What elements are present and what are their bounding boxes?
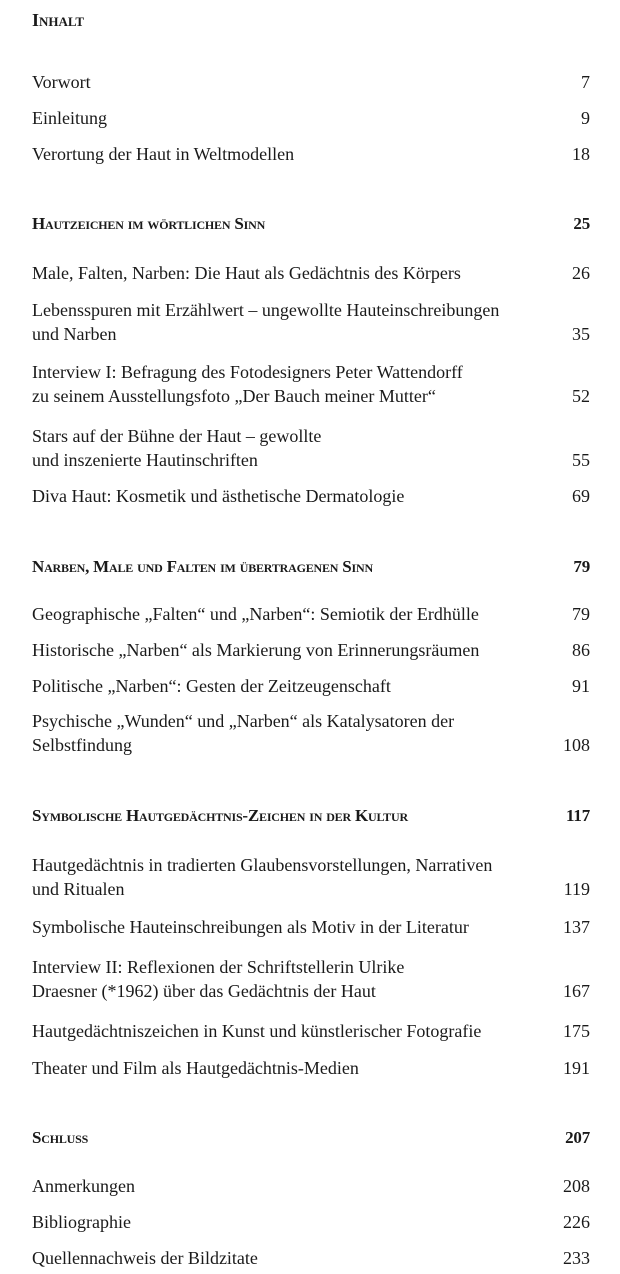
entry-title-line: Anmerkungen bbox=[32, 1176, 135, 1196]
page-number: 119 bbox=[563, 879, 590, 899]
entry-title-line: Einleitung bbox=[32, 108, 107, 128]
toc-entry bbox=[32, 853, 590, 901]
entry-title bbox=[32, 1126, 552, 1150]
page-number: 208 bbox=[563, 1176, 590, 1196]
section-heading bbox=[32, 1126, 590, 1150]
toc-entry bbox=[32, 1174, 590, 1198]
entry-title bbox=[32, 638, 532, 662]
entry-title bbox=[32, 1246, 532, 1270]
entry-title bbox=[32, 484, 532, 508]
entry-title-line: Interview II: Reflexionen der Schriftstellerin Ulrike bbox=[32, 957, 405, 977]
section-heading bbox=[32, 804, 590, 828]
entry-title-line: Geographische „Falten“ und „Narben“: Semiotik der Erdhülle bbox=[32, 604, 479, 624]
section-heading bbox=[32, 212, 590, 236]
page-number: 108 bbox=[563, 735, 590, 755]
toc-entry bbox=[32, 261, 590, 285]
entry-title bbox=[32, 853, 532, 901]
entry-title bbox=[32, 212, 552, 236]
toc-entry bbox=[32, 1210, 590, 1234]
toc-entry bbox=[32, 602, 590, 626]
entry-title bbox=[32, 709, 532, 757]
entry-title-line: Vorwort bbox=[32, 72, 91, 92]
entry-title-line: zu seinem Ausstellungsfoto „Der Bauch meiner Mutter“ bbox=[32, 386, 436, 406]
toc-entry bbox=[32, 674, 590, 698]
page-number: 175 bbox=[563, 1021, 590, 1041]
entry-title-line: Schluss bbox=[32, 1128, 89, 1147]
entry-title-line: Hautgedächtnis in tradierten Glaubensvorstellungen, Narrativen bbox=[32, 855, 493, 875]
entry-title-line: Hautgedächtniszeichen in Kunst und künstlerischer Fotografie bbox=[32, 1021, 482, 1041]
toc-entry bbox=[32, 955, 590, 1003]
entry-title bbox=[32, 70, 532, 94]
toc-entry bbox=[32, 1056, 590, 1080]
entry-title-line: und Ritualen bbox=[32, 879, 125, 899]
entry-title-line: Historische „Narben“ als Markierung von Erinnerungsräumen bbox=[32, 640, 480, 660]
entry-title-line: Bibliographie bbox=[32, 1212, 131, 1232]
entry-title-line: Psychische „Wunden“ und „Narben“ als Katalysatoren der bbox=[32, 711, 455, 731]
entry-title-line: Hautzeichen im wörtlichen Sinn bbox=[32, 214, 266, 233]
page-number: 26 bbox=[572, 263, 590, 283]
entry-title-line: Diva Haut: Kosmetik und ästhetische Dermatologie bbox=[32, 486, 405, 506]
toc-entry bbox=[32, 298, 590, 346]
entry-title-line: Draesner (*1962) über das Gedächtnis der Haut bbox=[32, 981, 376, 1001]
page-number: 79 bbox=[573, 557, 590, 576]
entry-title bbox=[32, 1210, 532, 1234]
entry-title bbox=[32, 1019, 532, 1043]
entry-title bbox=[32, 804, 552, 828]
entry-title bbox=[32, 555, 552, 579]
entry-title bbox=[32, 142, 532, 166]
section-heading bbox=[32, 555, 590, 579]
entry-title bbox=[32, 1056, 532, 1080]
entry-title bbox=[32, 1174, 532, 1198]
entry-title bbox=[32, 915, 532, 939]
toc-entry bbox=[32, 1246, 590, 1270]
entry-title-line: Male, Falten, Narben: Die Haut als Gedächtnis des Körpers bbox=[32, 263, 461, 283]
entry-title-line: Selbstfindung bbox=[32, 735, 133, 755]
entry-title-line: Theater und Film als Hautgedächtnis-Medien bbox=[32, 1058, 359, 1078]
toc-entry bbox=[32, 106, 590, 130]
page-number: 52 bbox=[572, 386, 590, 406]
page-number: 167 bbox=[563, 981, 590, 1001]
entry-title-line: Stars auf der Bühne der Haut – gewollte bbox=[32, 426, 322, 446]
entry-title bbox=[32, 298, 532, 346]
toc-entry bbox=[32, 360, 590, 408]
page-number: 79 bbox=[572, 604, 590, 624]
toc-entry bbox=[32, 142, 590, 166]
page-number: 69 bbox=[572, 486, 590, 506]
page-number: 55 bbox=[572, 450, 590, 470]
page-number: 25 bbox=[573, 214, 590, 233]
entry-title bbox=[32, 424, 532, 472]
toc-entry bbox=[32, 709, 590, 757]
entry-title-line: und Narben bbox=[32, 324, 117, 344]
toc-title: Inhalt bbox=[32, 10, 85, 30]
page-number: 207 bbox=[565, 1128, 590, 1147]
page-number: 7 bbox=[581, 72, 590, 92]
page-number: 35 bbox=[572, 324, 590, 344]
page-number: 137 bbox=[563, 917, 590, 937]
page-number: 18 bbox=[572, 144, 590, 164]
page-number: 91 bbox=[572, 676, 590, 696]
entry-title-line: Symbolische Hautgedächtnis-Zeichen in der Kultur bbox=[32, 806, 408, 825]
toc-entry bbox=[32, 70, 590, 94]
entry-title bbox=[32, 106, 532, 130]
entry-title bbox=[32, 955, 532, 1003]
entry-title-line: und inszenierte Hautinschriften bbox=[32, 450, 258, 470]
page-number: 86 bbox=[572, 640, 590, 660]
entry-title-line: Interview I: Befragung des Fotodesigners Peter Wattendorff bbox=[32, 362, 463, 382]
toc-entry bbox=[32, 915, 590, 939]
page-number: 233 bbox=[563, 1248, 590, 1268]
page-number: 191 bbox=[563, 1058, 590, 1078]
page-number: 9 bbox=[581, 108, 590, 128]
entry-title-line: Lebensspuren mit Erzählwert – ungewollte Hauteinschreibungen bbox=[32, 300, 500, 320]
toc-entry bbox=[32, 1019, 590, 1043]
page-number: 117 bbox=[566, 806, 590, 825]
entry-title-line: Verortung der Haut in Weltmodellen bbox=[32, 144, 295, 164]
entry-title bbox=[32, 602, 532, 626]
toc-entry bbox=[32, 424, 590, 472]
entry-title-line: Politische „Narben“: Gesten der Zeitzeugenschaft bbox=[32, 676, 391, 696]
entry-title-line: Quellennachweis der Bildzitate bbox=[32, 1248, 258, 1268]
entry-title-line: Symbolische Hauteinschreibungen als Motiv in der Literatur bbox=[32, 917, 469, 937]
entry-title-line: Narben, Male und Falten im übertragenen Sinn bbox=[32, 557, 373, 576]
toc-entry bbox=[32, 638, 590, 662]
entry-title bbox=[32, 261, 532, 285]
entry-title bbox=[32, 360, 532, 408]
page-number: 226 bbox=[563, 1212, 590, 1232]
entry-title bbox=[32, 674, 532, 698]
toc-entry bbox=[32, 484, 590, 508]
